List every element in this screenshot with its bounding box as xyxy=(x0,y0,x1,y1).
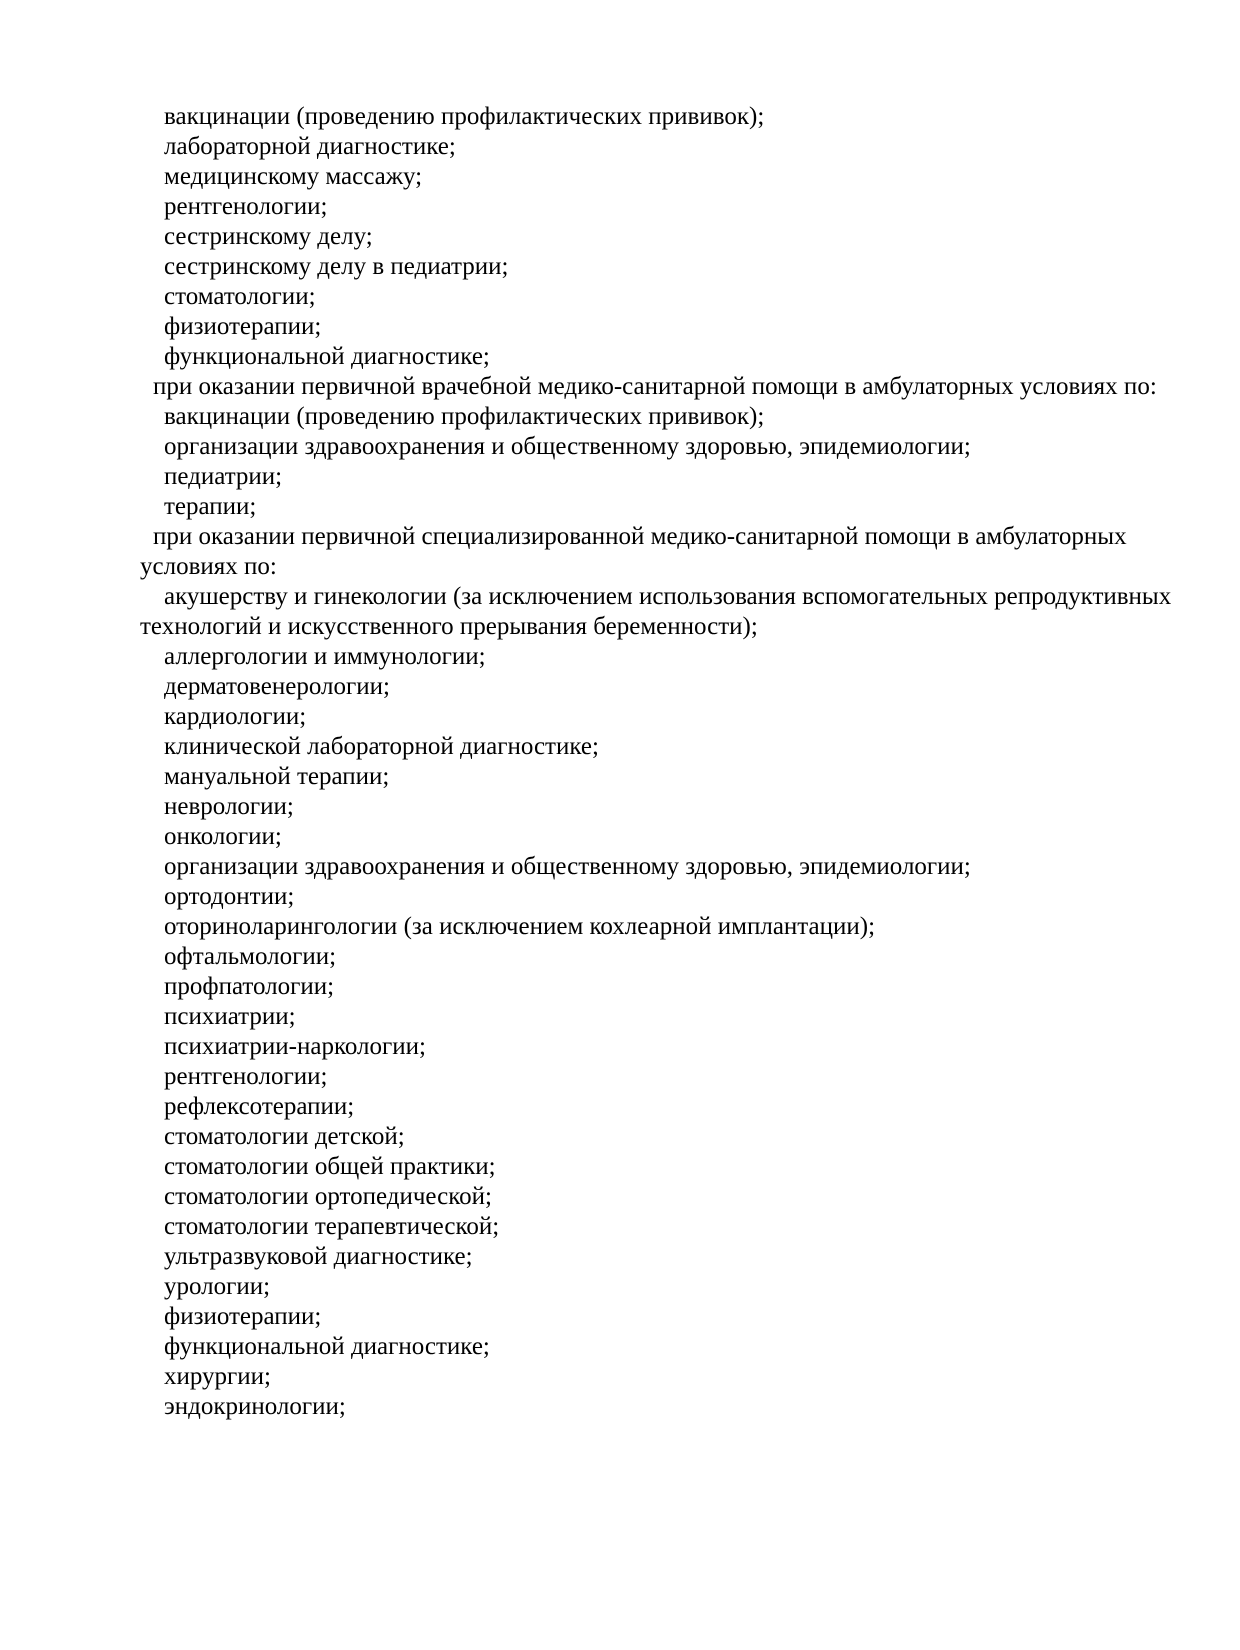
paragraph-activity-item: организации здравоохранения и общественному здоровью, эпидемиологии; xyxy=(164,433,971,460)
paragraph-activity-item: неврологии; xyxy=(164,793,294,820)
paragraph-activity-item: клинической лабораторной диагностике; xyxy=(164,733,599,760)
paragraph-activity-item: медицинскому массажу; xyxy=(164,163,423,190)
paragraph-intro: при оказании первичной специализированной медико-санитарной помощи в амбулаторных условиях по: xyxy=(140,523,1127,580)
paragraph-activity-item: функциональной диагностике; xyxy=(164,343,490,370)
paragraph-activity-item: эндокринологии; xyxy=(164,1393,346,1420)
paragraph-activity-item: мануальной терапии; xyxy=(164,763,390,790)
paragraph-activity-item: стоматологии общей практики; xyxy=(164,1153,496,1180)
paragraph-intro: при оказании первичной врачебной медико-санитарной помощи в амбулаторных условиях по: xyxy=(153,373,1157,400)
paragraph-activity-item: рентгенологии; xyxy=(164,1063,328,1090)
paragraph-activity-item: лабораторной диагностике; xyxy=(164,133,456,160)
paragraph-activity-item: стоматологии; xyxy=(164,283,316,310)
paragraph-activity-item: сестринскому делу в педиатрии; xyxy=(164,253,509,280)
paragraph-activity-item: кардиологии; xyxy=(164,703,307,730)
paragraph-activity-item: стоматологии терапевтической; xyxy=(164,1213,500,1240)
paragraph-activity-item: стоматологии детской; xyxy=(164,1123,405,1150)
paragraph-activity-item: урологии; xyxy=(164,1273,271,1300)
paragraph-activity-item: вакцинации (проведению профилактических прививок); xyxy=(164,103,765,130)
paragraph-activity-item: рефлексотерапии; xyxy=(164,1093,355,1120)
paragraph-activity-item: акушерству и гинекологии (за исключением использования вспомогательных репродуктивных технологий и искусственного прерывания беременности); xyxy=(140,583,1172,640)
paragraph-activity-item: организации здравоохранения и общественному здоровью, эпидемиологии; xyxy=(164,853,971,880)
license-activities-list xyxy=(140,102,1210,1422)
paragraph-activity-item: функциональной диагностике; xyxy=(164,1333,490,1360)
paragraph-activity-item: вакцинации (проведению профилактических прививок); xyxy=(164,403,765,430)
paragraph-activity-item: профпатологии; xyxy=(164,973,335,1000)
paragraph-activity-item: рентгенологии; xyxy=(164,193,328,220)
paragraph-activity-item: хирургии; xyxy=(164,1363,272,1390)
paragraph-activity-item: сестринскому делу; xyxy=(164,223,373,250)
paragraph-activity-item: дерматовенерологии; xyxy=(164,673,390,700)
paragraph-activity-item: аллергологии и иммунологии; xyxy=(164,643,486,670)
paragraph-activity-item: психиатрии; xyxy=(164,1003,296,1030)
paragraph-activity-item: психиатрии-наркологии; xyxy=(164,1033,426,1060)
paragraph-activity-item: стоматологии ортопедической; xyxy=(164,1183,492,1210)
paragraph-activity-item: ультразвуковой диагностике; xyxy=(164,1243,473,1270)
paragraph-activity-item: оториноларингологии (за исключением кохлеарной имплантации); xyxy=(164,913,876,940)
paragraph-activity-item: онкологии; xyxy=(164,823,282,850)
paragraph-activity-item: педиатрии; xyxy=(164,463,283,490)
paragraph-activity-item: офтальмологии; xyxy=(164,943,337,970)
paragraph-activity-item: терапии; xyxy=(164,493,257,520)
paragraph-activity-item: ортодонтии; xyxy=(164,883,295,910)
paragraph-activity-item: физиотерапии; xyxy=(164,313,322,340)
paragraph-activity-item: физиотерапии; xyxy=(164,1303,322,1330)
